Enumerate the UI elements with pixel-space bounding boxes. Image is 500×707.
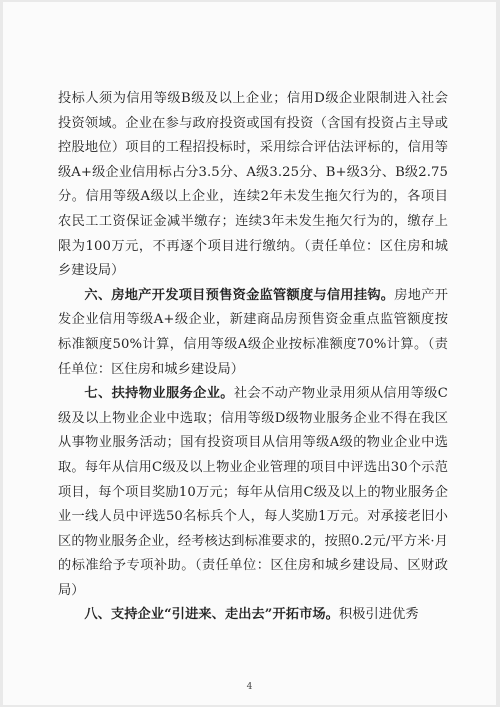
section-7-heading: 七、扶持物业服务企业。 xyxy=(84,386,234,402)
section-6-heading: 六、房地产开发项目预售资金监管额度与信用挂钩。 xyxy=(84,287,395,303)
paragraph-section-8 xyxy=(58,603,448,628)
document-body xyxy=(58,87,448,628)
paragraph-continuation xyxy=(58,87,448,284)
paragraph-text: 房地产开发企业信用等级A+级企业，新建商品房预售资金重点监管额度按标准额度50%计算，信用等级A级企业按标准额度70%计算。（责任单位：区住房和城乡建设局） xyxy=(58,287,448,377)
paragraph-text: 投标人须为信用等级B级及以上企业；信用D级企业限制进入社会投资领域。企业在参与政府投资或国有投资（含国有投资占主导或控股地位）项目的工程招投标时，采用综合评估法评标的，信用等级A+级企业信用标占分3.5分、A级3.25分、B+级3分、B级2.75分。信用等级A级以上企业，连续2年未发生拖欠行为的，各项目农民工工资保证金减半缴存；连续3年未发生拖欠行为的，缴存上限为100万元，不再逐个项目进行缴纳。（责任单位：区住房和城乡建设局） xyxy=(58,91,448,279)
paragraph-section-6 xyxy=(58,284,448,382)
paragraph-text: 社会不动产物业录用须从信用等级C级及以上物业企业中选取；信用等级D级物业服务企业不得在我区从事物业服务活动；国有投资项目从信用等级A级的物业企业中选取。每年从信用C级及以上物业企业管理的项目中评选出30个示范项目，每个项目奖励10万元；每年从信用C级及以上的物业服务企业一线人员中评选50名标兵个人，每人奖励1万元。对承接老旧小区的物业服务企业，经考核达到标准要求的，按照0.2元/平方米·月的标准给予专项补助。（责任单位：区住房和城乡建设局、区财政局） xyxy=(58,386,448,598)
page-number: 4 xyxy=(246,682,253,692)
paragraph-section-7 xyxy=(58,382,448,603)
document-page xyxy=(3,2,496,705)
section-8-heading: 八、支持企业“引进来、走出去”开拓市场。 xyxy=(84,607,339,623)
paragraph-text: 积极引进优秀 xyxy=(338,607,419,623)
